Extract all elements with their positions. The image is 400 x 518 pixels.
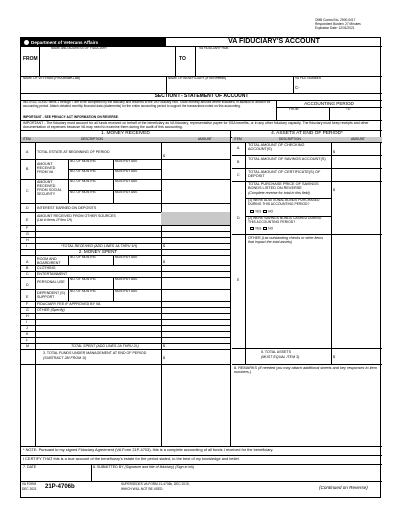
submitted-by-label: 8. SUBMITTED BY [93, 465, 124, 469]
assets-col-description: DESCRIPTION [279, 136, 301, 141]
privacy-notice: IMPORTANT - SEE PRIVACY ACT INFORMATION ON REVERSE. [23, 115, 119, 119]
money-spent-title: 2. MONEY SPENT [78, 249, 118, 254]
total-funds-dollar: $ [163, 356, 165, 360]
assets-b-label: TOTAL AMOUNT OF SAVINGS ACCOUNT(S) [248, 157, 326, 161]
form-title: VA FIDUCIARY'S ACCOUNT [228, 38, 320, 45]
received-e-amount-shaded [161, 212, 230, 225]
spent-letter-g: G [26, 308, 29, 312]
va-hub-label: VA FIDUCIARY HUB [199, 46, 229, 50]
beneficiary-name-label: NAME OF BENEFICIARY [168, 76, 205, 80]
spent-e-monthly-amt: MONTHLY AMT. [115, 289, 139, 293]
fiduciary-account-form [20, 37, 381, 498]
omb-expiration: Expiration Date: 12/31/2021 [315, 26, 355, 30]
spent-a-dollar: $ [163, 260, 165, 264]
total-assets-dollar: $ [333, 355, 335, 359]
assets-d-dollar: $ [333, 188, 335, 192]
remarks-hint: (If needed you may attach additional sheets and key responses to item numbers.) [234, 366, 377, 375]
total-assets-label: 5. TOTAL ASSETS [261, 350, 292, 354]
veteran-name-field[interactable] [23, 82, 163, 92]
received-c-label: AMOUNT RECEIVED FROM SOCIAL SECURITY [37, 180, 62, 197]
received-c-monthly-amt: MONTHLY AMT. [115, 179, 139, 183]
received-letter-a: A [26, 150, 29, 154]
received-c-amount[interactable] [167, 181, 229, 201]
form-label: VA FORM [22, 482, 37, 486]
assets-letter-a: A [237, 146, 240, 150]
spent-letter-a: A [26, 260, 29, 264]
spent-b-label: CLOTHING [37, 266, 56, 270]
received-b-no-months-2: NO. OF MONTHS [70, 169, 96, 173]
assets-c-amount[interactable] [337, 169, 381, 179]
received-a-amount[interactable] [167, 144, 229, 158]
to-label: TO [179, 56, 186, 62]
agency-banner [21, 38, 166, 46]
received-d-label: INTEREST EARNED ON DEPOSITS [37, 206, 97, 210]
period-to-field[interactable] [331, 112, 380, 119]
received-e-label: AMOUNT RECEIVED FROM OTHER SOURCES [37, 214, 116, 218]
veteran-name-label: NAME OF VETERAN [23, 76, 54, 80]
omb-burden: Respondent Burden: 27 Minutes [315, 22, 361, 26]
received-b-label: AMOUNT RECEIVED FROM VA [37, 162, 56, 175]
omb-control: OMB Control No. 2900-0017 [315, 18, 356, 22]
spent-letter-k: K [26, 332, 29, 336]
assets-a-label: TOTAL AMOUNT OF CHECKING ACCOUNT(S) [248, 143, 305, 152]
fiduciary-name-address-label: NAME AND ADDRESS OF FIDUCIARY [51, 46, 108, 50]
from-label: FROM [23, 56, 38, 62]
assets-e-amount[interactable] [337, 236, 381, 346]
supersedes-text-2: WHICH WILL NOT BE USED. [121, 487, 164, 491]
received-b-monthly-amt-2: MONTHLY AMT. [115, 169, 139, 173]
received-col-amount: AMOUNT [198, 136, 212, 141]
assets-a-dollar: $ [333, 150, 335, 154]
spent-letter-c: C [26, 272, 29, 276]
received-letter-e: E [26, 218, 29, 222]
assets-letter-d: D [237, 216, 240, 220]
continued-on-reverse: (Continued on Reverse) [319, 485, 368, 490]
assets-col-amount: AMOUNT [351, 136, 365, 141]
form-date: DEC 2021 [22, 487, 37, 491]
assets-letter-c: C [237, 173, 240, 177]
assets-d2-options [249, 210, 273, 214]
spent-d-monthly-amt: MONTHLY AMT. [115, 277, 139, 281]
spent-total-dollar: $ [163, 344, 165, 348]
va-file-number-label: VA FILE NUMBER [295, 76, 322, 80]
received-letter-i: I [26, 244, 27, 248]
va-seal-icon [24, 40, 29, 45]
assets-a-amount[interactable] [337, 143, 381, 153]
section-1-title: SECTION I - STATEMENT OF ACCOUNT [154, 93, 249, 99]
submitted-by-hint: (Signature and title of fiduciary) (Sign in ink) [124, 465, 195, 469]
received-b-amount[interactable] [167, 161, 229, 178]
assets-d1-hint: (Complete reverse for total in this field) [248, 191, 310, 195]
remarks-field[interactable] [234, 376, 380, 444]
spent-e-label: DEPENDENT (S) SUPPORT [37, 291, 65, 300]
assets-d2-question: (1) WERE ADDITIONAL BONDS PURCHASED DURING THIS ACCOUNTING PERIOD? [248, 198, 320, 206]
received-total-dollar: $ [163, 244, 165, 248]
spent-c-label: ENTERTAINMENT [37, 272, 68, 276]
veteran-name-hint: (First-Middle-Last) [54, 76, 81, 80]
spent-e-no-months: NO. OF MONTHS [70, 289, 96, 293]
va-file-number-prefix: C- [295, 85, 300, 90]
assets-d3-no-label: NO [268, 226, 274, 231]
spent-a-label: ROOM AND BOARD/RENT [37, 257, 61, 266]
spent-letter-j: J [26, 326, 28, 330]
assets-d2-yes-label: YES [255, 209, 262, 214]
important-notice: IMPORTANT - The fiduciary must account for all funds received on behalf of the beneficiary as VA fiduciary, representative payee for SSA benefits, or in any other fiduciary capacity. The fiduciary must keep receipts and other documentation of expenses because VA may need to examine them during the audit of this accounting. [23, 121, 369, 130]
spent-letter-d: D [26, 283, 29, 287]
accounting-period-label: ACCOUNTING PERIOD [304, 101, 354, 106]
total-funds-hint: (SUBTRACT 2M FROM 1I) [43, 356, 87, 360]
assets-d2-yes-checkbox[interactable] [250, 210, 254, 213]
period-from-field[interactable] [278, 112, 327, 119]
certify-text: I CERTIFY THAT this is a true account of the beneficiary's estate for the period stated, to the best of my knowledge and belief. [23, 456, 240, 461]
date-field[interactable] [23, 470, 89, 480]
spent-letter-h: H [26, 314, 29, 318]
spent-g-hint: (Specify) [50, 308, 65, 312]
assets-d3-question: (2) WERE SAVINGS BONDS CASHED DURING THIS ACCOUNTING PERIOD? [248, 216, 322, 224]
spent-g-label: OTHER [37, 308, 50, 312]
assets-c-label: TOTAL AMOUNT OF CERTIFICATE(S) OF DEPOSIT [248, 170, 321, 179]
received-c-no-months: NO. OF MONTHS [70, 179, 96, 183]
assets-d3-no-checkbox[interactable] [263, 227, 267, 230]
period-to-label: TO [346, 107, 351, 111]
spent-letter-m: M [26, 344, 29, 348]
spent-f-label: FIDUCIARY FEE IF APPROVED BY VA [37, 302, 101, 306]
assets-d2-no-checkbox[interactable] [263, 210, 267, 213]
signature-field[interactable] [93, 470, 380, 480]
spent-a-no-months: NO. OF MONTHS [70, 255, 96, 259]
received-b-monthly-amt: MONTHLY AMT. [115, 159, 139, 163]
received-col-description: DESCRIPTION [81, 136, 103, 141]
assets-d3-yes-checkbox[interactable] [250, 227, 254, 230]
total-funds-label: 3. TOTAL FUNDS UNDER MANAGEMENT AT END OF PERIOD [43, 351, 147, 355]
received-total-label: *TOTAL RECEIVED (ADD LINES 1A THRU 1H) [61, 244, 138, 248]
received-letter-h: H [26, 238, 29, 242]
spent-d-label: PERSONAL USE [37, 280, 65, 284]
period-from-label: FROM [289, 107, 299, 111]
agency-name: Department of Veterans Affairs [31, 39, 99, 45]
va-hub-field[interactable] [197, 52, 380, 74]
assets-col-item: ITEM [234, 136, 242, 141]
received-c-monthly-amt-2: MONTHLY AMT. [115, 190, 139, 194]
received-b-no-months: NO. OF MONTHS [70, 159, 96, 163]
received-d-amount[interactable] [167, 204, 229, 212]
assets-title: 4. ASSETS AT END OF PERIOD* [271, 131, 343, 136]
assets-d-amount[interactable] [337, 182, 381, 196]
assets-d1-label: TOTAL PURCHASE PRICE OF SAVINGS BONDS LISTED ON REVERSE [248, 182, 319, 191]
supersedes-text: SUPERSEDES VA FORM 21-4706b, DEC 2019, [121, 482, 190, 486]
assets-e-hint: (List outstanding checks or other items that impact the total assets) [248, 236, 324, 245]
assets-d2-no-label: NO [268, 209, 274, 214]
beneficiary-name-hint: (If not veteran) [205, 76, 227, 80]
received-letter-b: B [26, 167, 29, 171]
spent-a-monthly-amt: MONTHLY AMT. [115, 255, 139, 259]
received-letter-d: D [26, 206, 29, 210]
assets-letter-e: E [237, 278, 240, 282]
received-letter-g: G [26, 232, 29, 236]
assets-e-label: OTHER [248, 236, 261, 240]
footer-note: * NOTE: Pursuant to my signed Fiduciary Agreement (VA Form 21P-4703), this is a complete accounting of all funds I received for the beneficiary. [23, 447, 274, 452]
received-col-item: ITEM [23, 136, 31, 141]
date-label: 7. DATE [23, 465, 37, 469]
total-assets-hint: (MUST EQUAL ITEM 3) [261, 355, 300, 359]
received-letter-f: F [26, 226, 29, 230]
received-a-label: TOTAL ESTATE AT BEGINNING OF PERIOD [37, 150, 110, 154]
money-received-title: 1. MONEY RECEIVED [101, 131, 150, 136]
received-a-dollar: $ [163, 154, 165, 158]
assets-b-amount[interactable] [337, 156, 381, 166]
form-number: 21P-4706b [45, 484, 75, 490]
received-letter-c: C [26, 189, 29, 193]
remarks-label: 6. REMARKS [234, 366, 257, 370]
va-file-number-field[interactable] [303, 82, 380, 92]
instructions-text: INSTRUCTIONS: Items 1 through 7 are to be completed by the fiduciary and returned to the VA Fiduciary Hub. Show monthly amount where indicated, in addition to amount for accounting period. Attach detailed monthly financial data (statements) for the entire accounting period to support the transactions noted on this accounting. [23, 100, 271, 108]
assets-d3-options [249, 227, 273, 231]
spent-letter-i: I [26, 320, 27, 324]
spent-letter-l: L [26, 338, 28, 342]
spent-total-label: TOTAL SPENT (ADD LINES 2A THRU 2L) [71, 344, 139, 348]
received-c-no-months-2: NO. OF MONTHS [70, 190, 96, 194]
spent-letter-f: F [26, 302, 29, 306]
assets-d3-yes-label: YES [255, 226, 262, 231]
assets-letter-b: B [237, 160, 240, 164]
beneficiary-name-field[interactable] [168, 82, 290, 92]
fiduciary-name-address-field[interactable] [41, 52, 173, 74]
spent-letter-b: B [26, 266, 29, 270]
spent-d-no-months: NO. OF MONTHS [70, 277, 96, 281]
received-e-hint: (List in Items 1F thru 1H) [37, 218, 73, 222]
spent-letter-e: E [26, 295, 29, 299]
